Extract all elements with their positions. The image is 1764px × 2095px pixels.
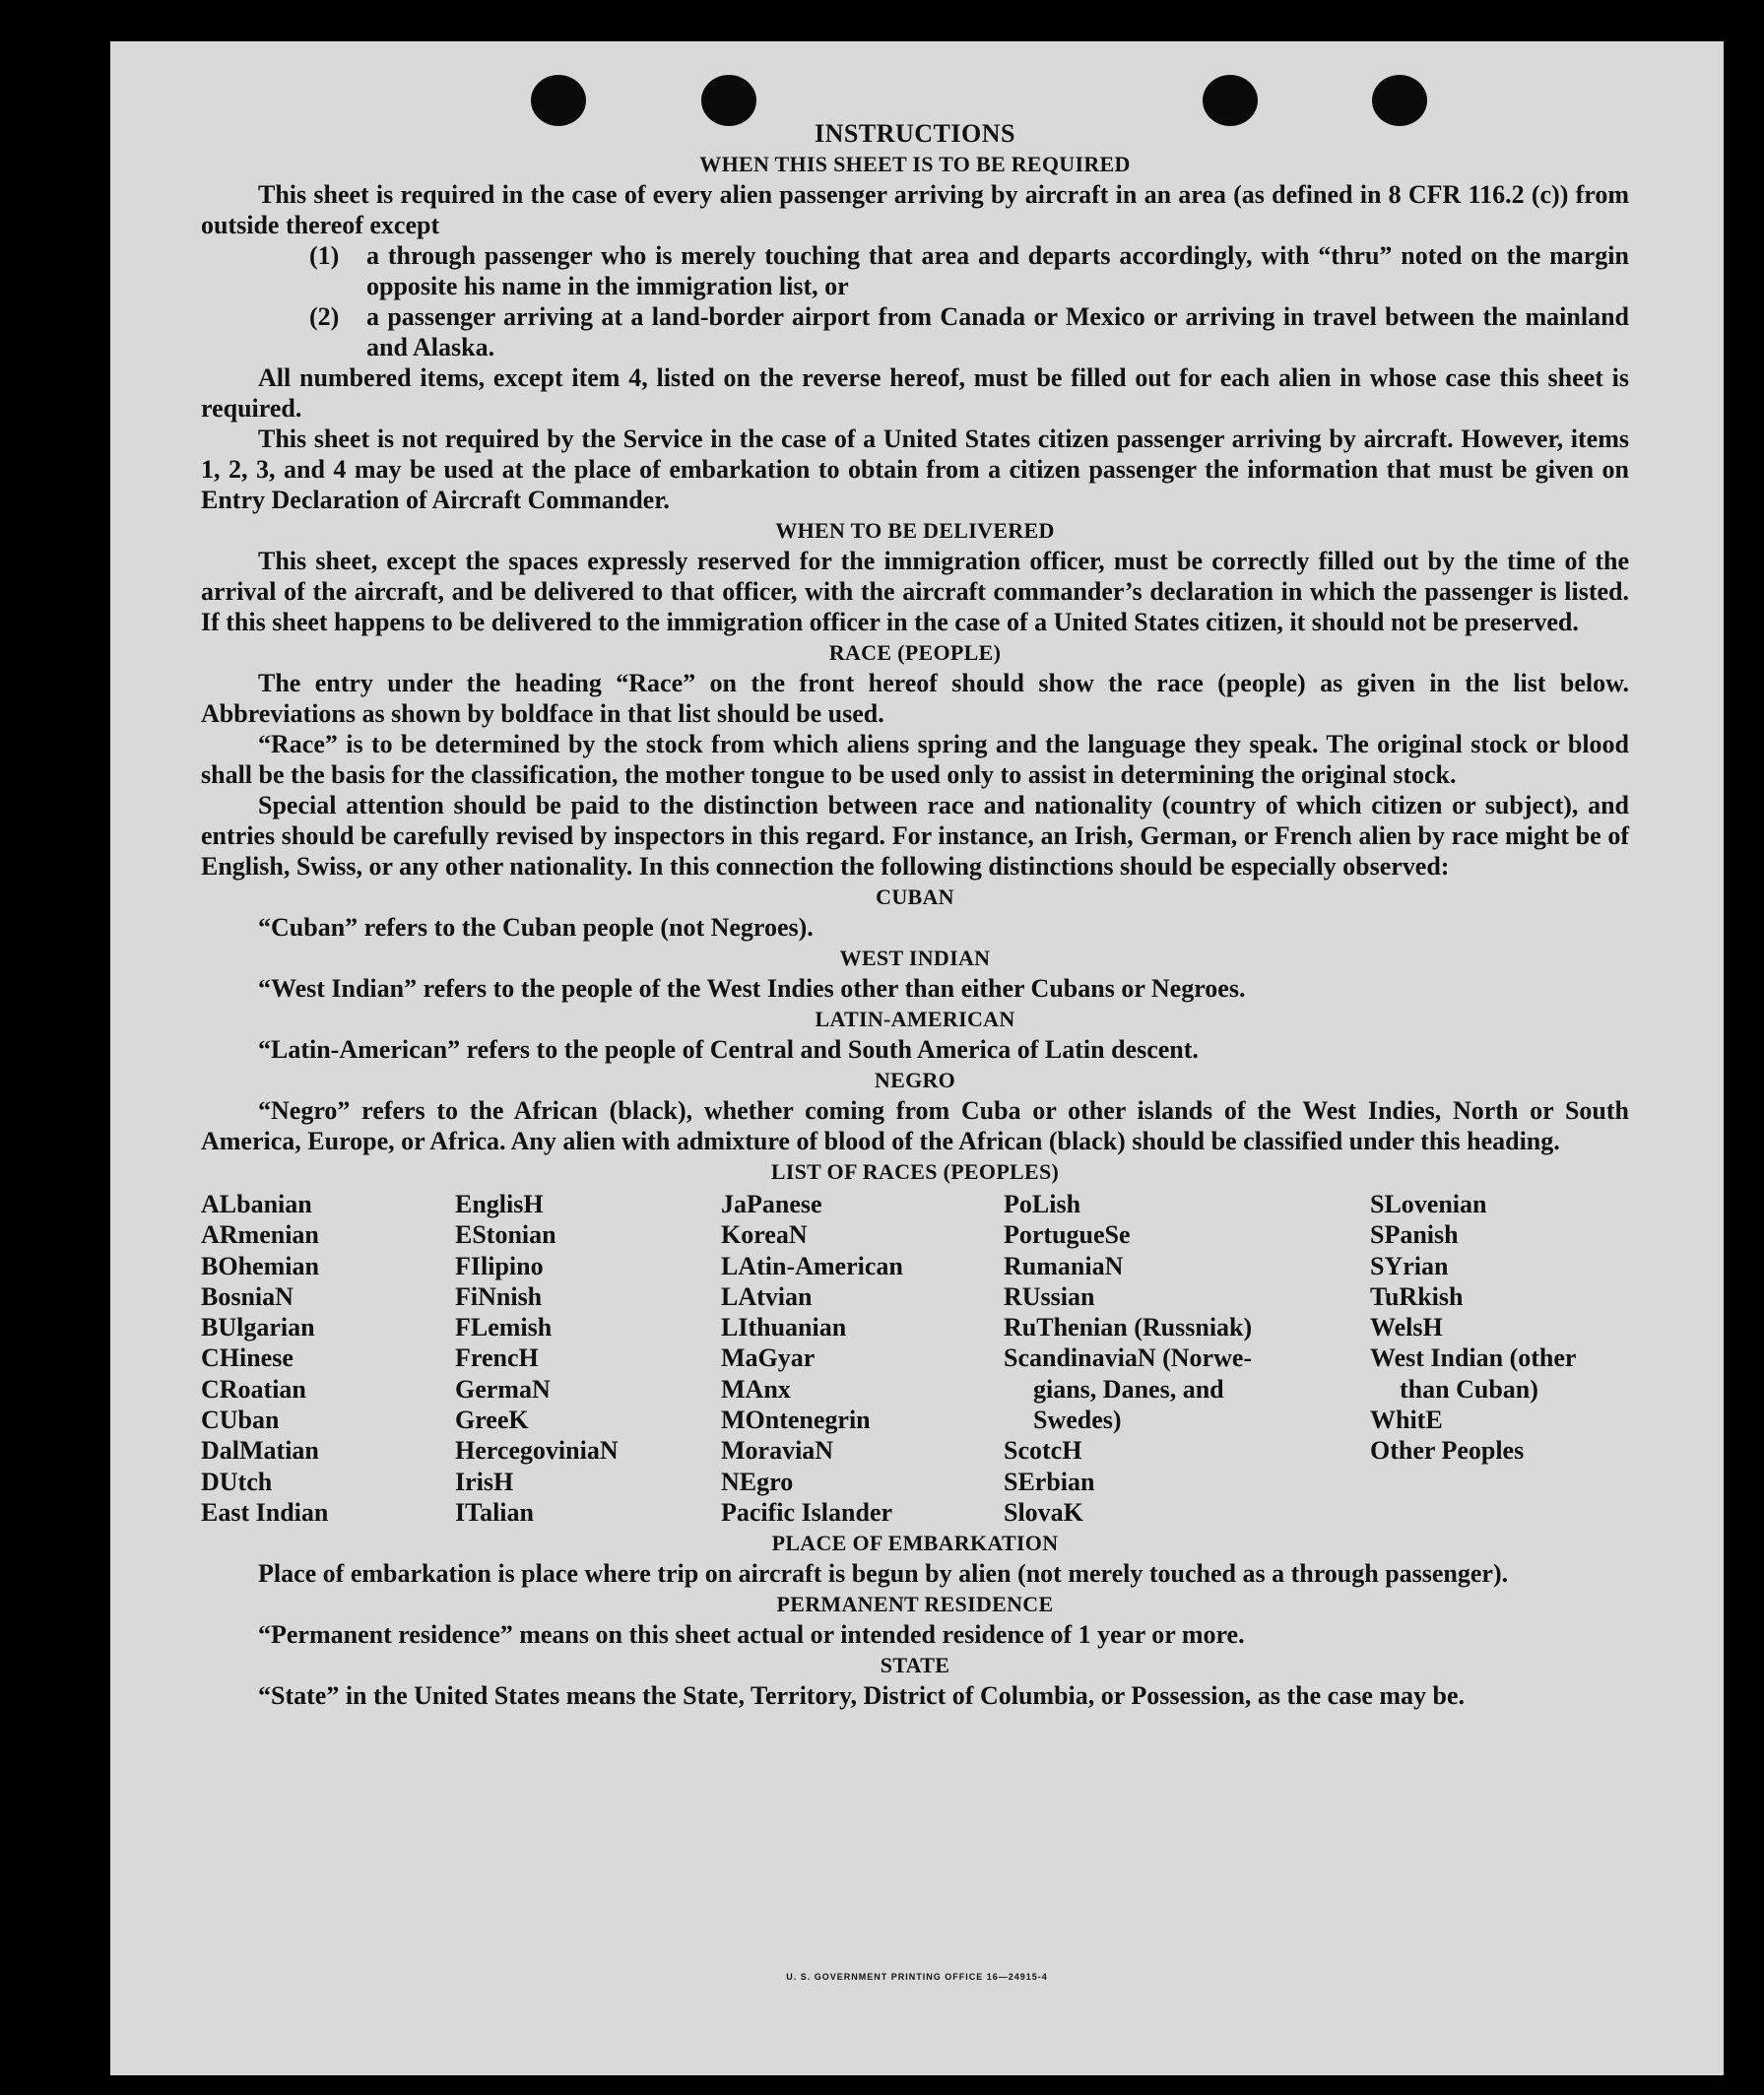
paragraph: All numbered items, except item 4, listed on the reverse hereof, must be filled out for each alien in whose case this sheet is required. xyxy=(201,363,1629,423)
race-entry: JaPanese xyxy=(721,1190,822,1218)
race-column xyxy=(1370,1189,1629,1528)
paragraph: “Negro” refers to the African (black), whether coming from Cuba or other islands of the West Indies, North or South America, Europe, or Africa. Any alien with admixture of blood of the African (black) should be classified under this heading. xyxy=(201,1096,1629,1155)
race-entry: BUlgarian xyxy=(201,1313,315,1342)
race-entry: ScandinaviaN (Norwe- xyxy=(1004,1343,1253,1373)
item-text: a passenger arriving at a land-border airport from Canada or Mexico or arriving in travel between the mainland and Alaska. xyxy=(366,302,1629,361)
race-entry: GermaN xyxy=(455,1374,551,1404)
race-entry: EStonian xyxy=(455,1220,556,1250)
section-heading: CUBAN xyxy=(876,884,954,909)
race-entry: LAtin-American xyxy=(721,1251,903,1280)
list-item xyxy=(309,240,1629,301)
race-entry: GreeK xyxy=(455,1406,529,1435)
race-entry: ALbanian xyxy=(201,1190,312,1218)
race-entry: KoreaN xyxy=(721,1220,808,1250)
race-entry: Swedes) xyxy=(1033,1406,1122,1435)
race-entry: WelsH xyxy=(1370,1313,1443,1342)
race-entry: West Indian (other xyxy=(1370,1343,1577,1373)
race-entry: CHinese xyxy=(201,1343,294,1373)
race-entry: RumaniaN xyxy=(1004,1251,1124,1280)
race-entry: SErbian xyxy=(1004,1467,1095,1496)
race-entry: CRoatian xyxy=(201,1374,306,1404)
race-entry: RuThenian (Russniak) xyxy=(1004,1313,1253,1342)
race-entry: ITalian xyxy=(455,1497,534,1527)
race-entry: Pacific Islander xyxy=(721,1497,893,1527)
race-entry: BosniaN xyxy=(201,1281,294,1311)
race-entry: TuRkish xyxy=(1370,1281,1464,1311)
race-entry: LIthuanian xyxy=(721,1313,847,1342)
race-column xyxy=(721,1189,1004,1528)
race-entry: CUban xyxy=(201,1406,280,1435)
item-text: a through passenger who is merely touching that area and departs accordingly, with “thru” noted on the margin opposite his name in the immigration list, or xyxy=(366,241,1629,300)
race-entry: LAtvian xyxy=(721,1281,813,1311)
race-entry: East Indian xyxy=(201,1497,329,1527)
paragraph: This sheet is not required by the Service in the case of a United States citizen passenger arriving by aircraft. However, items 1, 2, 3, and 4 may be used at the place of embarkation to obtain from a citizen passenger the information that must be given on Entry Declaration of Aircraft Commander. xyxy=(201,425,1629,514)
race-entry: gians, Danes, and xyxy=(1033,1374,1224,1404)
race-column xyxy=(201,1189,455,1528)
printer-imprint: U. S. GOVERNMENT PRINTING OFFICE 16—24915-4 xyxy=(786,1972,1048,1982)
race-entry: SLovenian xyxy=(1370,1190,1487,1218)
race-entry: RUssian xyxy=(1004,1281,1095,1311)
race-entry: SlovaK xyxy=(1004,1497,1083,1527)
race-entry: MaGyar xyxy=(721,1343,816,1373)
page-title: INSTRUCTIONS xyxy=(815,119,1015,148)
race-entry: DUtch xyxy=(201,1467,273,1496)
race-column xyxy=(1004,1189,1370,1528)
section-heading: WHEN TO BE DELIVERED xyxy=(775,518,1055,543)
race-entry: EnglisH xyxy=(455,1190,544,1218)
section-heading: WHEN THIS SHEET IS TO BE REQUIRED xyxy=(699,152,1131,176)
race-entry: PoLish xyxy=(1004,1190,1081,1218)
race-entry: than Cuban) xyxy=(1400,1374,1538,1404)
paragraph: “Race” is to be determined by the stock from which aliens spring and the language they speak. The original stock or blood shall be the basis for the classification, the mother tongue to be used only to assist in determining the original stock. xyxy=(201,730,1629,789)
section-heading: NEGRO xyxy=(874,1068,956,1092)
race-entry: FLemish xyxy=(455,1313,553,1342)
race-entry: NEgro xyxy=(721,1467,794,1496)
race-entry: FiNnish xyxy=(455,1281,543,1311)
race-entry: BOhemian xyxy=(201,1251,319,1280)
paragraph: “West Indian” refers to the people of the West Indies other than either Cubans or Negroes. xyxy=(258,974,1246,1003)
race-entry: WhitE xyxy=(1370,1406,1443,1435)
paragraph: “State” in the United States means the State, Territory, District of Columbia, or Possession, as the case may be. xyxy=(258,1681,1466,1711)
paragraph: Place of embarkation is place where trip on aircraft is begun by alien (not merely touched as a through passenger). xyxy=(258,1559,1509,1589)
race-entry: PortugueSe xyxy=(1004,1220,1131,1250)
race-entry: ScotcH xyxy=(1004,1436,1082,1466)
paragraph: This sheet, except the spaces expressly reserved for the immigration officer, must be correctly filled out by the time of the arrival of the aircraft, and be delivered to that officer, with the aircraft commander’s declaration in which the passenger is listed. If this sheet happens to be delivered to the immigration officer in the case of a United States citizen, it should not be preserved. xyxy=(201,547,1629,636)
paragraph: “Latin-American” refers to the people of Central and South America of Latin descent. xyxy=(258,1035,1199,1064)
section-heading: RACE (PEOPLE) xyxy=(828,640,1002,665)
race-entry: SYrian xyxy=(1370,1251,1449,1280)
item-number: (1) xyxy=(309,241,340,270)
race-entry: SPanish xyxy=(1370,1220,1459,1250)
race-list xyxy=(201,1189,1629,1528)
race-entry: IrisH xyxy=(455,1467,514,1496)
race-entry: MoraviaN xyxy=(721,1436,834,1466)
item-number: (2) xyxy=(309,302,340,331)
section-heading: LATIN-AMERICAN xyxy=(815,1007,1015,1031)
race-entry: FIlipino xyxy=(455,1251,544,1280)
section-heading: WEST INDIAN xyxy=(839,946,991,970)
list-item xyxy=(309,301,1629,362)
race-entry: ARmenian xyxy=(201,1220,319,1250)
paragraph: The entry under the heading “Race” on the front hereof should show the race (people) as given in the list below. Abbreviations as shown by boldface in that list should be used. xyxy=(201,669,1629,728)
race-entry: Other Peoples xyxy=(1370,1436,1525,1466)
section-heading: PLACE OF EMBARKATION xyxy=(771,1531,1059,1556)
paragraph: This sheet is required in the case of every alien passenger arriving by aircraft in an area (as defined in 8 CFR 116.2 (c)) from outside thereof except xyxy=(201,180,1629,239)
race-entry: FrencH xyxy=(455,1343,539,1373)
instructions-body xyxy=(201,118,1629,1711)
paragraph: Special attention should be paid to the distinction between race and nationality (country of which citizen or subject), and entries should be carefully revised by inspectors in this regard. For instance, an Irish, German, or French alien by race might be of English, Swiss, or any other nationality. In this connection the following distinctions should be especially observed: xyxy=(201,791,1629,881)
race-entry: HercegoviniaN xyxy=(455,1436,619,1466)
paragraph: “Permanent residence” means on this sheet actual or intended residence of 1 year or more. xyxy=(258,1620,1245,1650)
document-page xyxy=(110,41,1724,2075)
section-heading: LIST OF RACES (PEOPLES) xyxy=(770,1159,1060,1184)
section-heading: STATE xyxy=(880,1653,950,1678)
section-heading: PERMANENT RESIDENCE xyxy=(776,1592,1054,1617)
paragraph: “Cuban” refers to the Cuban people (not Negroes). xyxy=(258,913,814,942)
race-entry: MOntenegrin xyxy=(721,1406,871,1435)
race-entry: DalMatian xyxy=(201,1436,319,1466)
race-entry: MAnx xyxy=(721,1374,791,1404)
race-column xyxy=(455,1189,721,1528)
